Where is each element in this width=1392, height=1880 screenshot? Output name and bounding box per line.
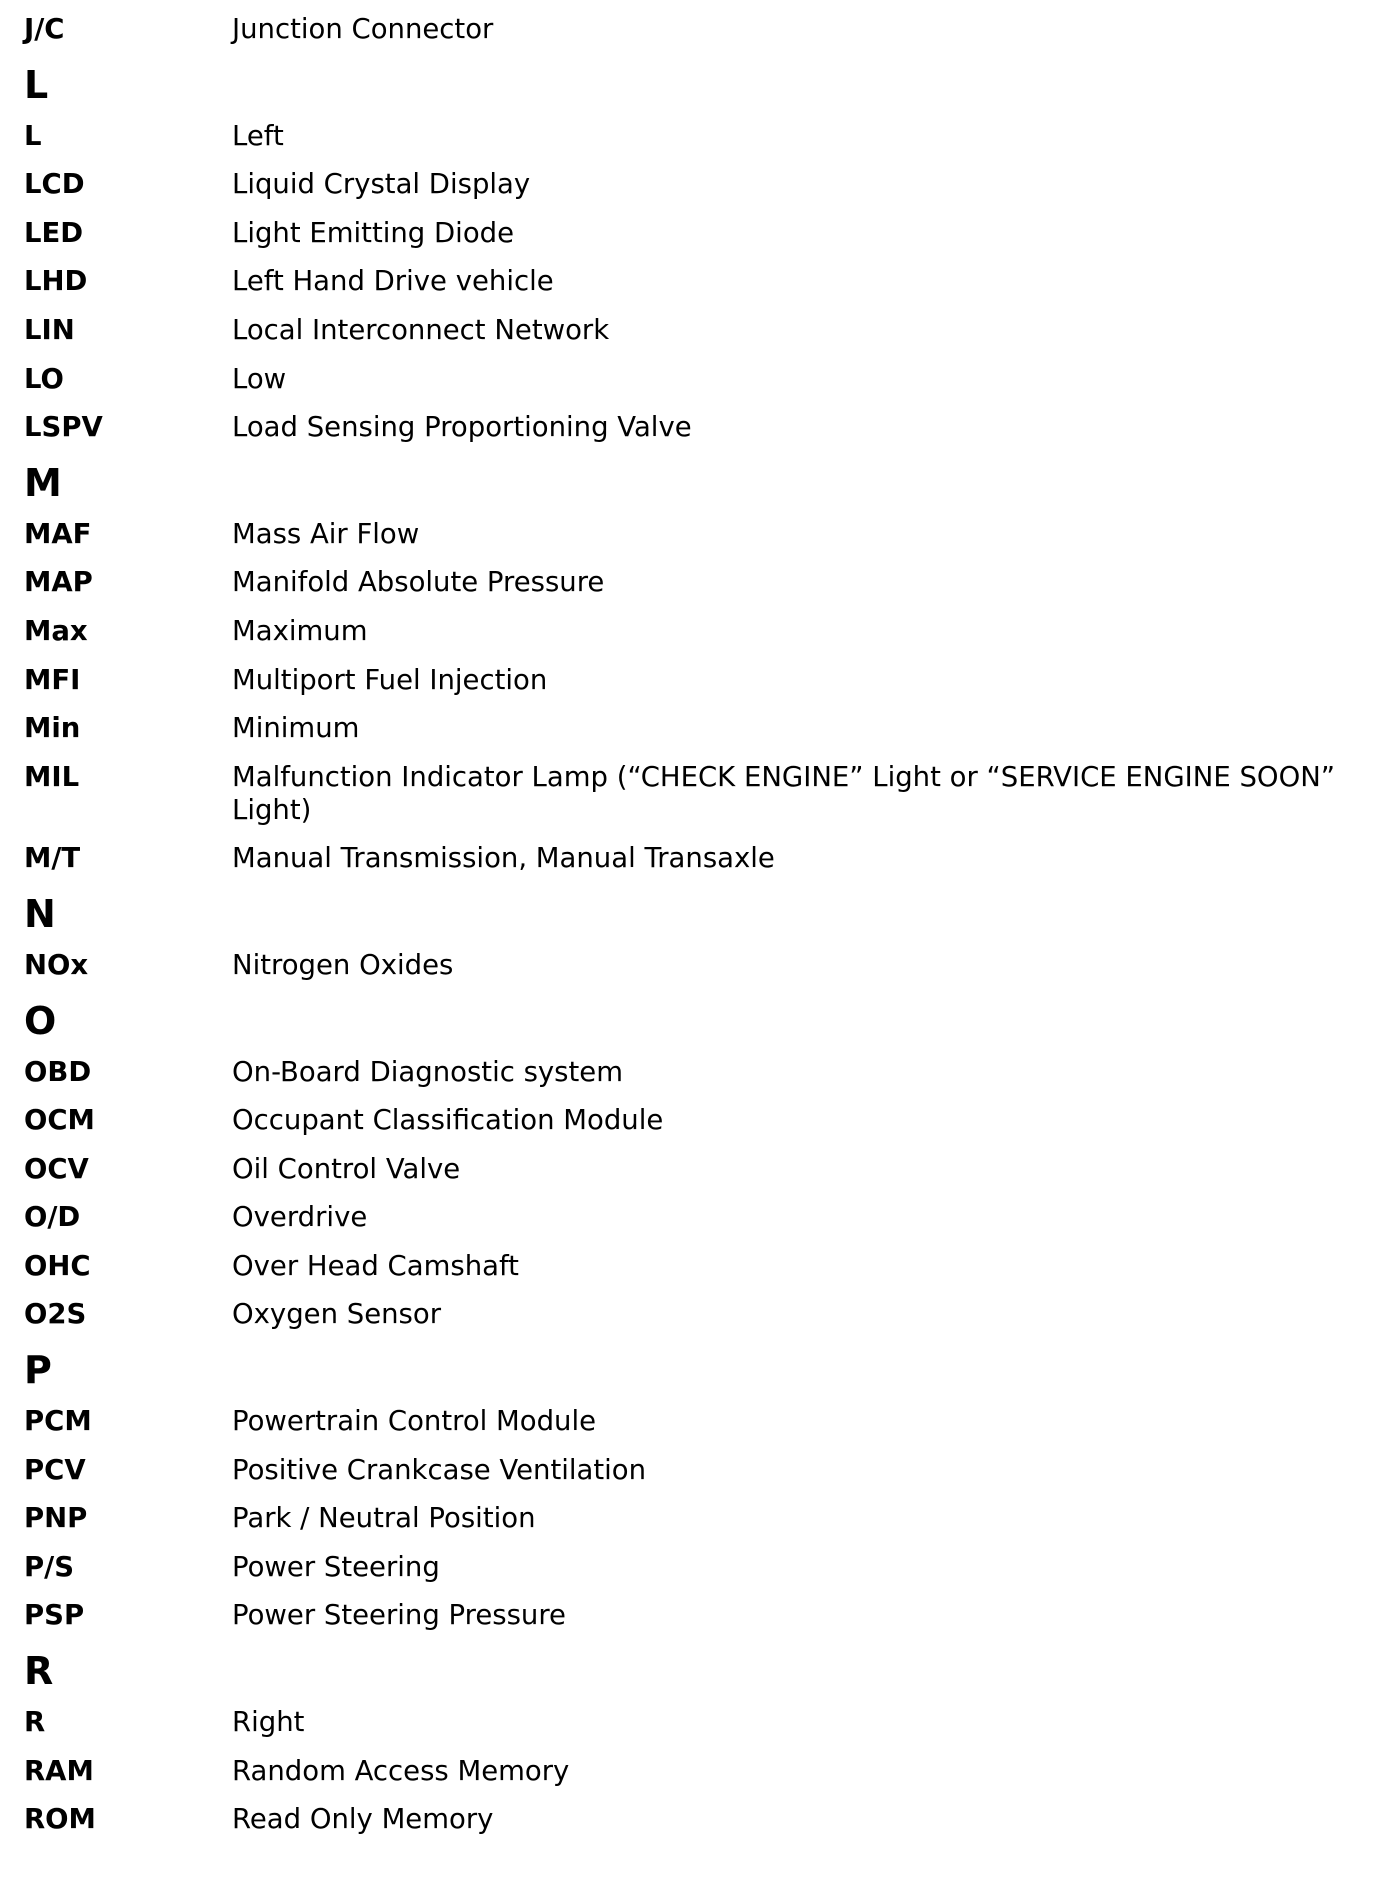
glossary-entry bbox=[24, 566, 1374, 615]
definition: On-Board Diagnostic system bbox=[232, 1055, 623, 1088]
definition: Mass Air Flow bbox=[232, 517, 420, 550]
section-letter: N bbox=[24, 891, 56, 936]
definition: Multiport Fuel Injection bbox=[232, 663, 548, 696]
definition: Manual Transmission, Manual Transaxle bbox=[232, 842, 775, 875]
definition: Powertrain Control Module bbox=[232, 1405, 597, 1438]
abbreviation: MAF bbox=[24, 517, 92, 550]
definition: Low bbox=[232, 362, 287, 395]
glossary-entry bbox=[24, 1298, 1374, 1347]
definition: Junction Connector bbox=[232, 13, 494, 45]
abbreviation: LIN bbox=[24, 313, 75, 346]
definition: Power Steering bbox=[232, 1550, 440, 1583]
definition: Left Hand Drive vehicle bbox=[232, 265, 554, 298]
abbreviation: RAM bbox=[24, 1754, 94, 1787]
glossary-entry bbox=[24, 712, 1374, 761]
abbreviation: M/T bbox=[24, 842, 81, 875]
abbreviation: LSPV bbox=[24, 411, 103, 444]
abbreviation: PCM bbox=[24, 1405, 92, 1438]
definition: Random Access Memory bbox=[232, 1754, 570, 1787]
abbreviation: OBD bbox=[24, 1055, 92, 1088]
glossary-entry bbox=[24, 1104, 1374, 1153]
definition: Park / Neutral Position bbox=[232, 1502, 536, 1535]
abbreviation: MAP bbox=[24, 566, 93, 599]
glossary-entry bbox=[24, 1250, 1374, 1299]
section-letter: R bbox=[24, 1649, 54, 1694]
glossary-entry bbox=[24, 1551, 1374, 1600]
definition: Maximum bbox=[232, 614, 368, 647]
glossary-entry bbox=[24, 120, 1374, 169]
abbreviation: Max bbox=[24, 614, 88, 647]
abbreviation: J/C bbox=[24, 13, 65, 45]
glossary-entry bbox=[24, 1056, 1374, 1105]
definition: Light Emitting Diode bbox=[232, 216, 515, 249]
abbreviation: LHD bbox=[24, 265, 88, 298]
section-letter: P bbox=[24, 1348, 52, 1393]
abbreviation: O/D bbox=[24, 1201, 81, 1234]
glossary-entry bbox=[24, 1803, 1374, 1852]
abbreviation: P/S bbox=[24, 1550, 75, 1583]
abbreviation: OCM bbox=[24, 1104, 95, 1137]
glossary-entry bbox=[24, 1153, 1374, 1202]
abbreviation: LCD bbox=[24, 168, 85, 201]
abbreviation: O2S bbox=[24, 1298, 87, 1331]
definition: Left bbox=[232, 119, 284, 152]
glossary-entry bbox=[24, 1454, 1374, 1503]
abbreviation: MFI bbox=[24, 663, 81, 696]
definition: Liquid Crystal Display bbox=[232, 168, 531, 201]
abbreviation: OCV bbox=[24, 1152, 89, 1185]
glossary-entry bbox=[24, 1405, 1374, 1454]
abbreviation: Min bbox=[24, 712, 81, 745]
section-letter: L bbox=[24, 62, 49, 107]
abbreviation: L bbox=[24, 119, 42, 152]
abbreviation: MIL bbox=[24, 760, 80, 793]
glossary-entry bbox=[24, 217, 1374, 266]
glossary-entry bbox=[24, 1201, 1374, 1250]
definition: Power Steering Pressure bbox=[232, 1599, 566, 1632]
section-letter: O bbox=[24, 998, 57, 1043]
glossary-entry bbox=[24, 1706, 1374, 1755]
definition: Malfunction Indicator Lamp (“CHECK ENGINE” Light or “SERVICE ENGINE SOON” Light) bbox=[232, 760, 1336, 826]
definition: Minimum bbox=[232, 712, 360, 745]
abbreviation: PCV bbox=[24, 1453, 86, 1486]
definition: Manifold Absolute Pressure bbox=[232, 566, 605, 599]
glossary bbox=[24, 13, 1374, 1852]
abbreviation: ROM bbox=[24, 1803, 96, 1836]
definition: Load Sensing Proportioning Valve bbox=[232, 411, 692, 444]
definition: Over Head Camshaft bbox=[232, 1249, 519, 1282]
section-letter: M bbox=[24, 460, 62, 505]
definition: Nitrogen Oxides bbox=[232, 948, 454, 981]
glossary-entry bbox=[24, 518, 1374, 567]
abbreviation: LO bbox=[24, 362, 64, 395]
abbreviation: PSP bbox=[24, 1599, 85, 1632]
definition: Right bbox=[232, 1706, 305, 1739]
abbreviation: OHC bbox=[24, 1249, 91, 1282]
definition: Oxygen Sensor bbox=[232, 1298, 442, 1331]
abbreviation: PNP bbox=[24, 1502, 88, 1535]
glossary-entry bbox=[24, 265, 1374, 314]
definition: Overdrive bbox=[232, 1201, 368, 1234]
glossary-entry bbox=[24, 411, 1374, 460]
glossary-entry bbox=[24, 168, 1374, 217]
glossary-entry bbox=[24, 1599, 1374, 1648]
glossary-entry bbox=[24, 1502, 1374, 1551]
glossary-entry bbox=[24, 1755, 1374, 1804]
abbreviation: NOx bbox=[24, 948, 89, 981]
abbreviation: R bbox=[24, 1706, 46, 1739]
glossary-entry bbox=[24, 949, 1374, 998]
definition: Local Interconnect Network bbox=[232, 313, 610, 346]
definition: Read Only Memory bbox=[232, 1803, 494, 1836]
glossary-entry bbox=[24, 842, 1374, 891]
glossary-entry bbox=[24, 363, 1374, 412]
glossary-entry bbox=[24, 13, 1374, 62]
definition: Oil Control Valve bbox=[232, 1152, 461, 1185]
glossary-entry bbox=[24, 615, 1374, 664]
glossary-entry bbox=[24, 761, 1374, 843]
definition: Positive Crankcase Ventilation bbox=[232, 1453, 647, 1486]
abbreviation: LED bbox=[24, 216, 84, 249]
definition: Occupant Classification Module bbox=[232, 1104, 664, 1137]
glossary-entry bbox=[24, 664, 1374, 713]
glossary-entry bbox=[24, 314, 1374, 363]
